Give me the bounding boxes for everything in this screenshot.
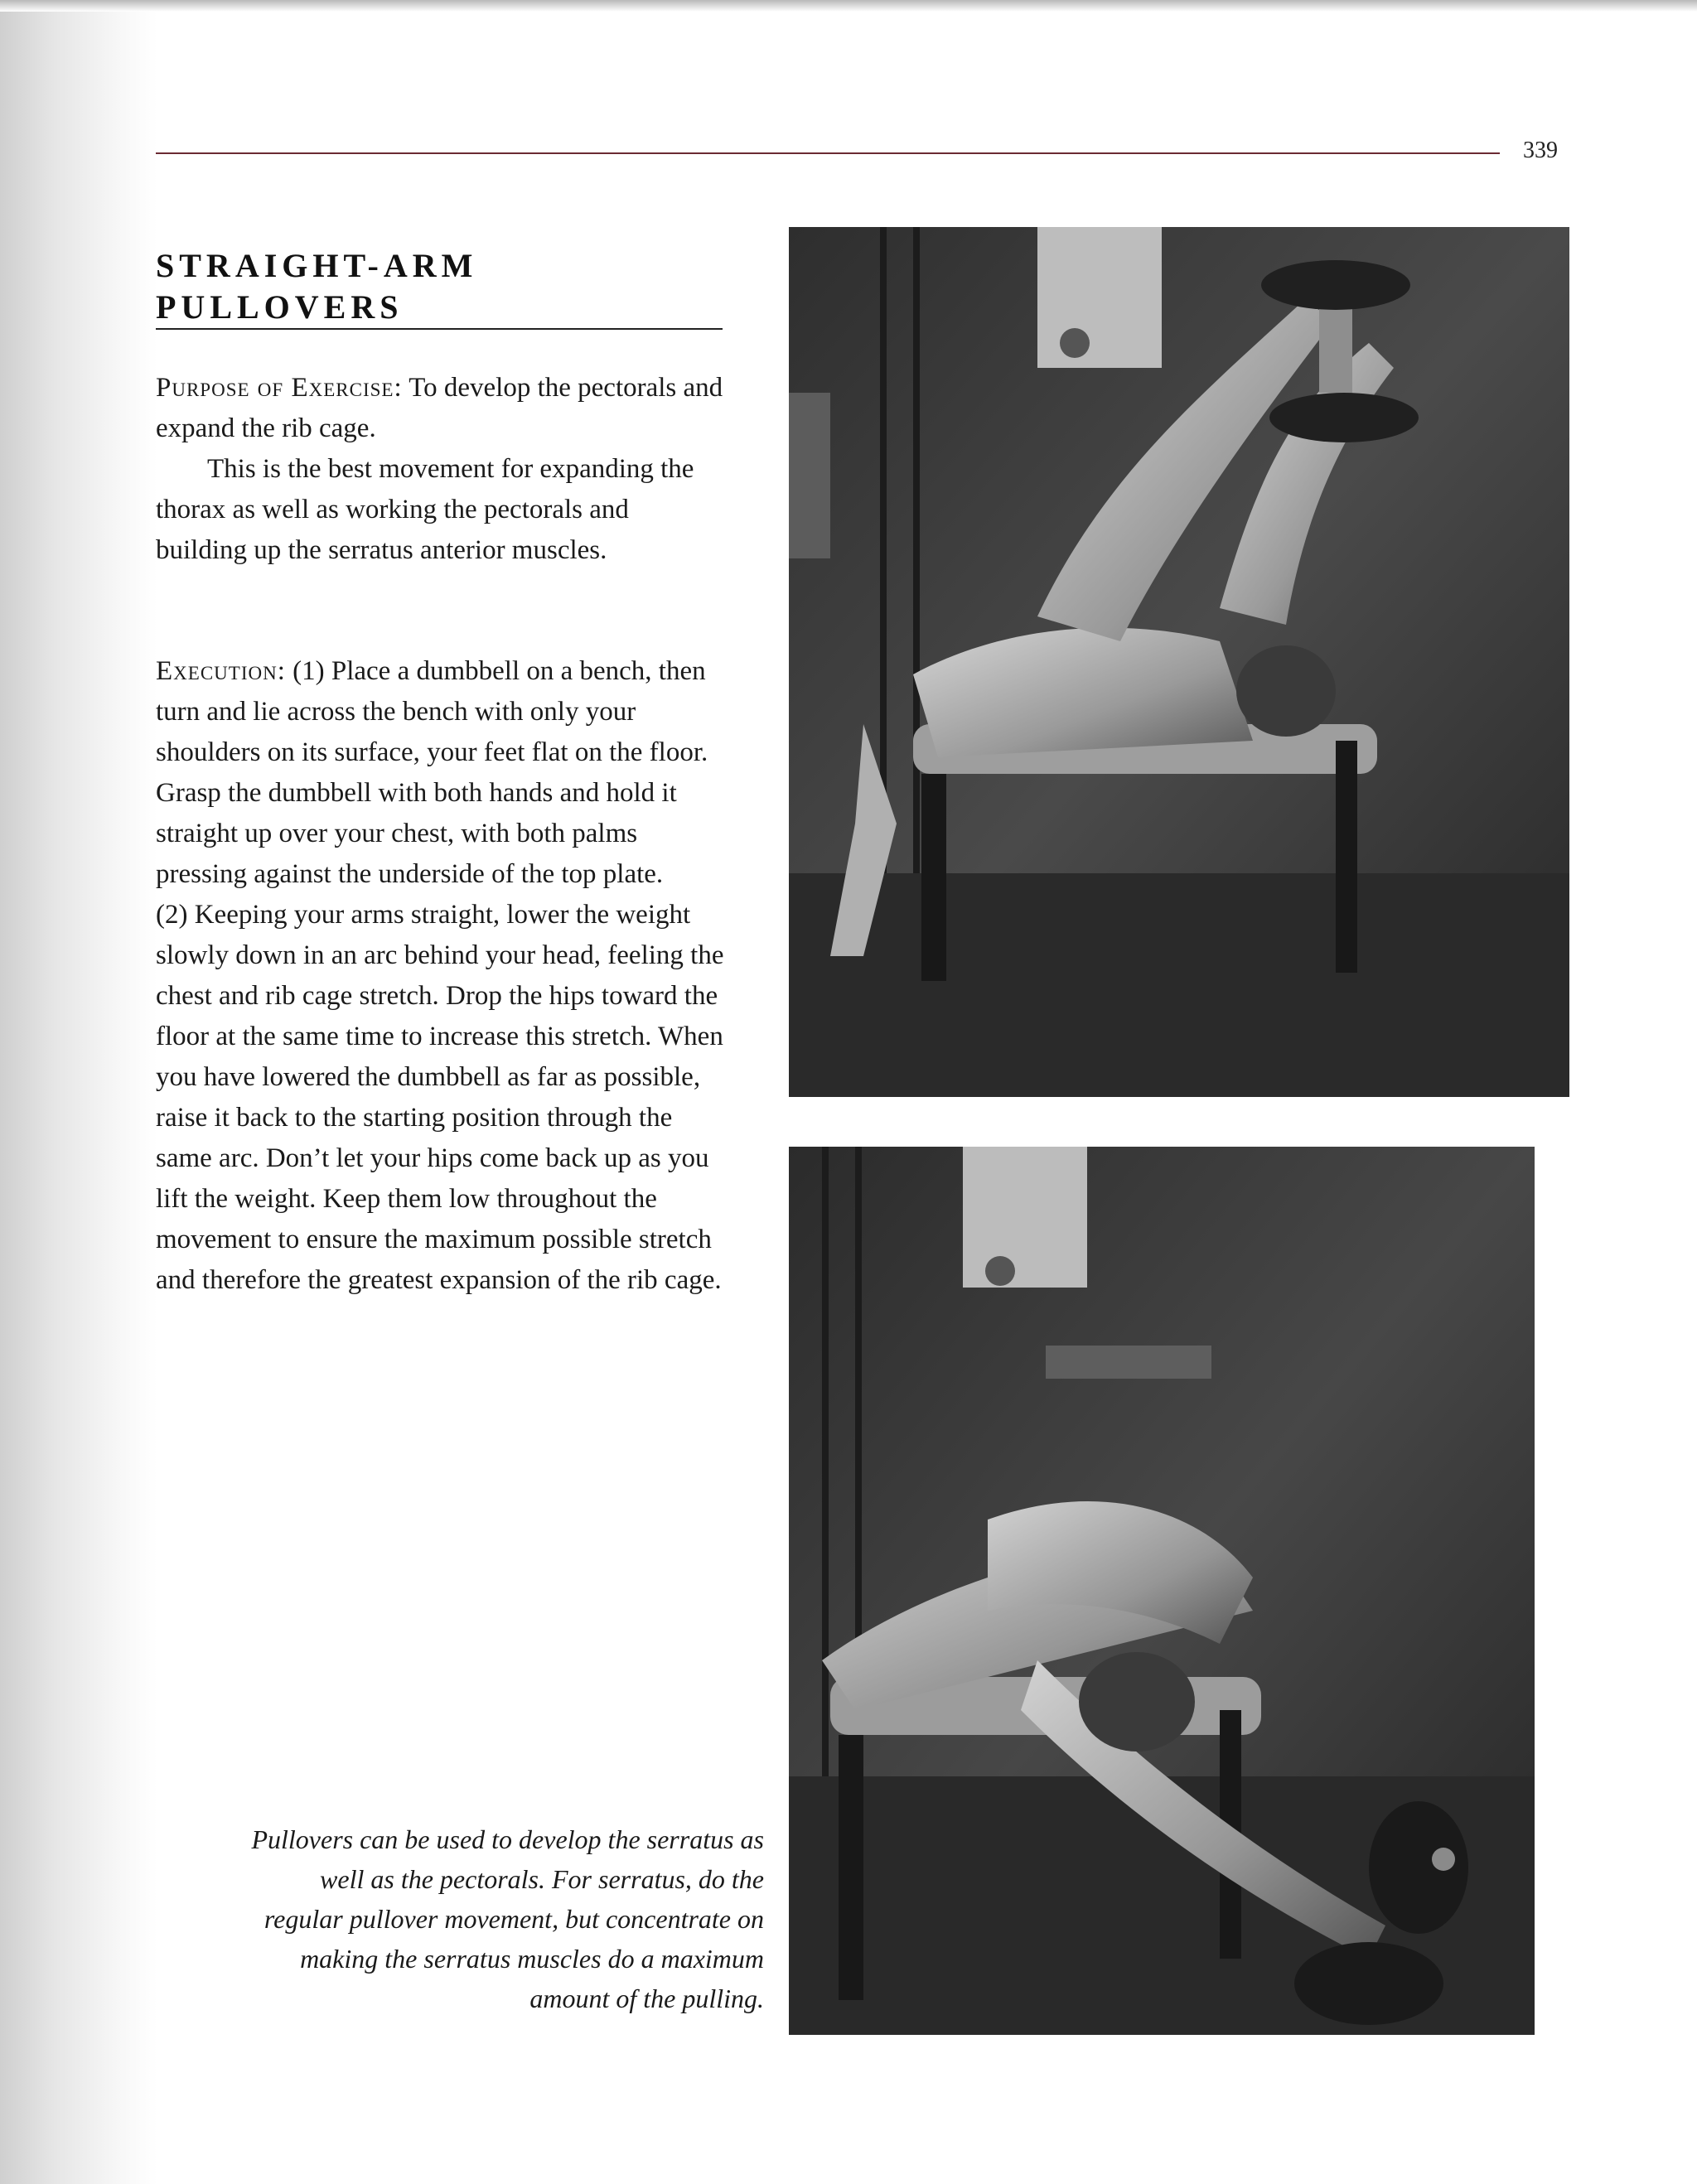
execution-label: Execution: — [156, 656, 286, 686]
photo-stretch-position — [789, 1147, 1535, 2035]
purpose-text: To develop the pectorals and expand the rib cage. — [156, 373, 723, 443]
section-title-line-1: STRAIGHT-ARM — [156, 247, 478, 284]
photo-start-position-illustration — [789, 227, 1569, 1097]
purpose-section — [156, 368, 726, 571]
execution-step-1-text: (1) Place a dumbbell on a bench, then turn and lie across the bench with only your shoulders on its surface, your feet flat on the floor. Grasp the dumbbell with both hands and hold it straight up over your chest, with both palms pressing against the underside of the top plate. — [156, 656, 708, 889]
purpose-label: Purpose of Exercise: — [156, 373, 403, 403]
photo-start-position — [789, 227, 1569, 1097]
section-title-line-2: PULLOVERS — [156, 288, 404, 326]
purpose-paragraph-2: This is the best movement for expanding the thorax as well as working the pectorals and building up the serratus anterior muscles. — [156, 454, 694, 565]
execution-step-1 — [156, 651, 726, 895]
title-rule — [156, 328, 723, 330]
execution-section — [156, 651, 726, 1301]
page-top-edge — [0, 0, 1697, 12]
section-title — [156, 245, 719, 328]
header-rule — [156, 152, 1500, 154]
photo-stretch-position-illustration — [789, 1147, 1535, 2035]
page-number: 339 — [1523, 138, 1558, 163]
purpose-paragraph — [156, 368, 726, 449]
execution-step-2: (2) Keeping your arms straight, lower the weight slowly down in an arc behind your head, feeling the chest and rib cage stretch. Drop the hips toward the floor at the same time to increase this stretch. When you have lowered the dumbbell as far as possible, raise it back to the starting position through the same arc. Don’t let your hips come back up as you lift the weight. Keep them low throughout the movement to ensure the maximum possible stretch and therefore the greatest expansion of the rib cage. — [156, 900, 724, 1295]
photo-caption: Pullovers can be used to develop the serratus as well as the pectorals. For serratus, do the regular pullover movement, but concentrate on making the serratus muscles do a maximum amount of the pulling. — [251, 1824, 764, 2013]
book-spine-shadow — [0, 0, 157, 2184]
